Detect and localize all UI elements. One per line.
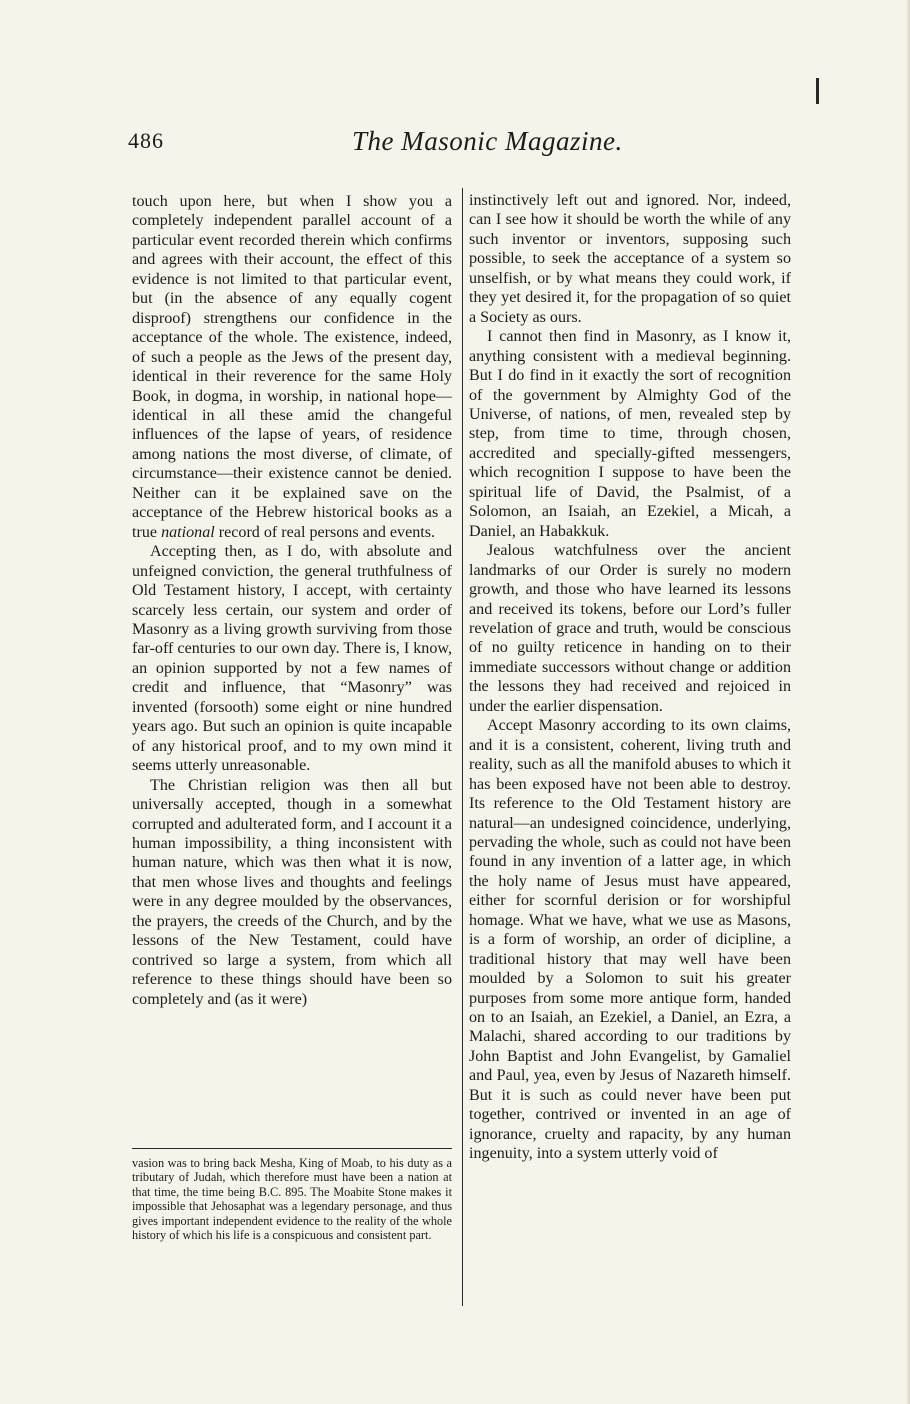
left-paragraph-1 <box>132 192 452 542</box>
left-paragraph-2: Accepting then, as I do, with absolute and unfeigned conviction, the general truthfulness of Old Testament history, I accept, with certainty scarcely less certain, our system and order of Masonry as a living growth surviving from those far-off centuries to our own day. There is, I know, an opinion supported by not a few names of credit and influence, that “Masonry” was invented (forsooth) some eight or nine hundred years ago. But such an opinion is quite incapable of any historical proof, and to my own mind it seems utterly unreasonable. <box>132 543 452 775</box>
margin-mark <box>816 78 819 104</box>
page-number: 486 <box>128 128 164 153</box>
left-paragraph-1-text: touch upon here, but when I show you a completely independent parallel account of a particular event recorded therein which confirms and agrees with their account, the effect of this evidence is not limited to that particular event, but (in the absence of any equally cogent disproof) strengthens our confidence in the acceptance of the whole. The existence, indeed, of such a people as the Jews of the present day, identical in their reverence for the same Holy Book, in dogma, in worship, in national hope—identical in all these amid the changeful influences of the lapse of years, of residence among nations the most diverse, of climate, of circumstance—their existence cannot be denied. Neither can it be explained save on the acceptance of the Hebrew historical books as a true <box>132 193 452 541</box>
page-edge-shadow <box>906 0 910 1404</box>
left-paragraph-3: The Christian religion was then all but universally accepted, though in a somewhat corrupted and adulterated form, and I account it a human impossibility, a thing inconsistent with human nature, which was then what it is now, that men whose lives and thoughts and feelings were in any degree moulded by the observances, the prayers, the creeds of the Church, and by the lessons of the New Testament, could have contrived so large a system, from which all reference to these things should have been so completely and (as it were) <box>132 776 452 1008</box>
right-paragraph-4: Accept Masonry according to its own claims, and it is a consistent, coherent, living truth and reality, such as all the manifold abuses to which it has been exposed have not been able to destroy. Its reference to the Old Testament history are natural—an undesigned coincidence, underlying, pervading the whole, such as could not have been found in any invention of a latter age, in which the holy name of Jesus must have appeared, either for scornful derision or for worshipful homage. What we have, what we use as Masons, is a form of worship, an order of dicipline, a traditional history that may well have been moulded by a Solomon to suit his greater purposes from some more antique form, handed on to an Isaiah, an Ezekiel, a Daniel, an Ezra, a Malachi, shared according to our traditions by John Baptist and John Evangelist, by Gamaliel and Paul, yea, even by Jesus of Nazareth himself. But it is such as could never have been put together, contrived or invented in an age of ignorance, cruelty and rapacity, by any human ingenuity, into a system utterly void of <box>469 717 791 1163</box>
footnote-rule <box>132 1148 452 1149</box>
right-column <box>469 191 791 1164</box>
footnote-text: vasion was to bring back Mesha, King of Moab, to his duty as a tributary of Judah, which therefore must have been a nation at that time, the time being B.C. 895. The Moabite Stone makes it impossible that Jehosaphat was a legendary personage, and thus gives important independent evidence to the reality of the whole history of which his life is a conspicuous and consistent part. <box>132 1156 452 1243</box>
left-paragraph-1-end: record of real persons and events. <box>218 523 436 541</box>
running-title: The Masonic Magazine. <box>352 126 623 156</box>
right-paragraph-1: instinctively left out and ignored. Nor, indeed, can I see how it should be worth the while of any such inventor or inventors, supposing such possible, to seek the acceptance of a system so unselfish, or by what means they could work, if they yet desired it, for the propagation of so quiet a Society as ours. <box>469 192 791 326</box>
left-column <box>132 192 452 1009</box>
right-paragraph-2: I cannot then find in Masonry, as I know it, anything consistent with a medieval beginning. But I do find in it exactly the sort of recognition of the government by Almighty God of the Universe, of nations, of men, revealed step by step, from time to time, through chosen, accredited and specially-gifted messengers, which recognition I suppose to have been the spiritual life of David, the Psalmist, of a Solomon, an Isaiah, an Ezekiel, a Micah, a Daniel, an Habakkuk. <box>469 328 791 540</box>
emphasis-national: national <box>161 523 215 541</box>
right-paragraph-3: Jealous watchfulness over the ancient landmarks of our Order is surely no modern growth, and those who have learned its lessons and received its tokens, before our Lord’s fuller revelation of grace and truth, would be conscious of no guilty reticence in handing on to their immediate successors without change or addition the lessons they had received and rejoiced in under the earlier dispensation. <box>469 542 791 715</box>
column-divider <box>462 188 463 1306</box>
footnote <box>132 1156 452 1242</box>
